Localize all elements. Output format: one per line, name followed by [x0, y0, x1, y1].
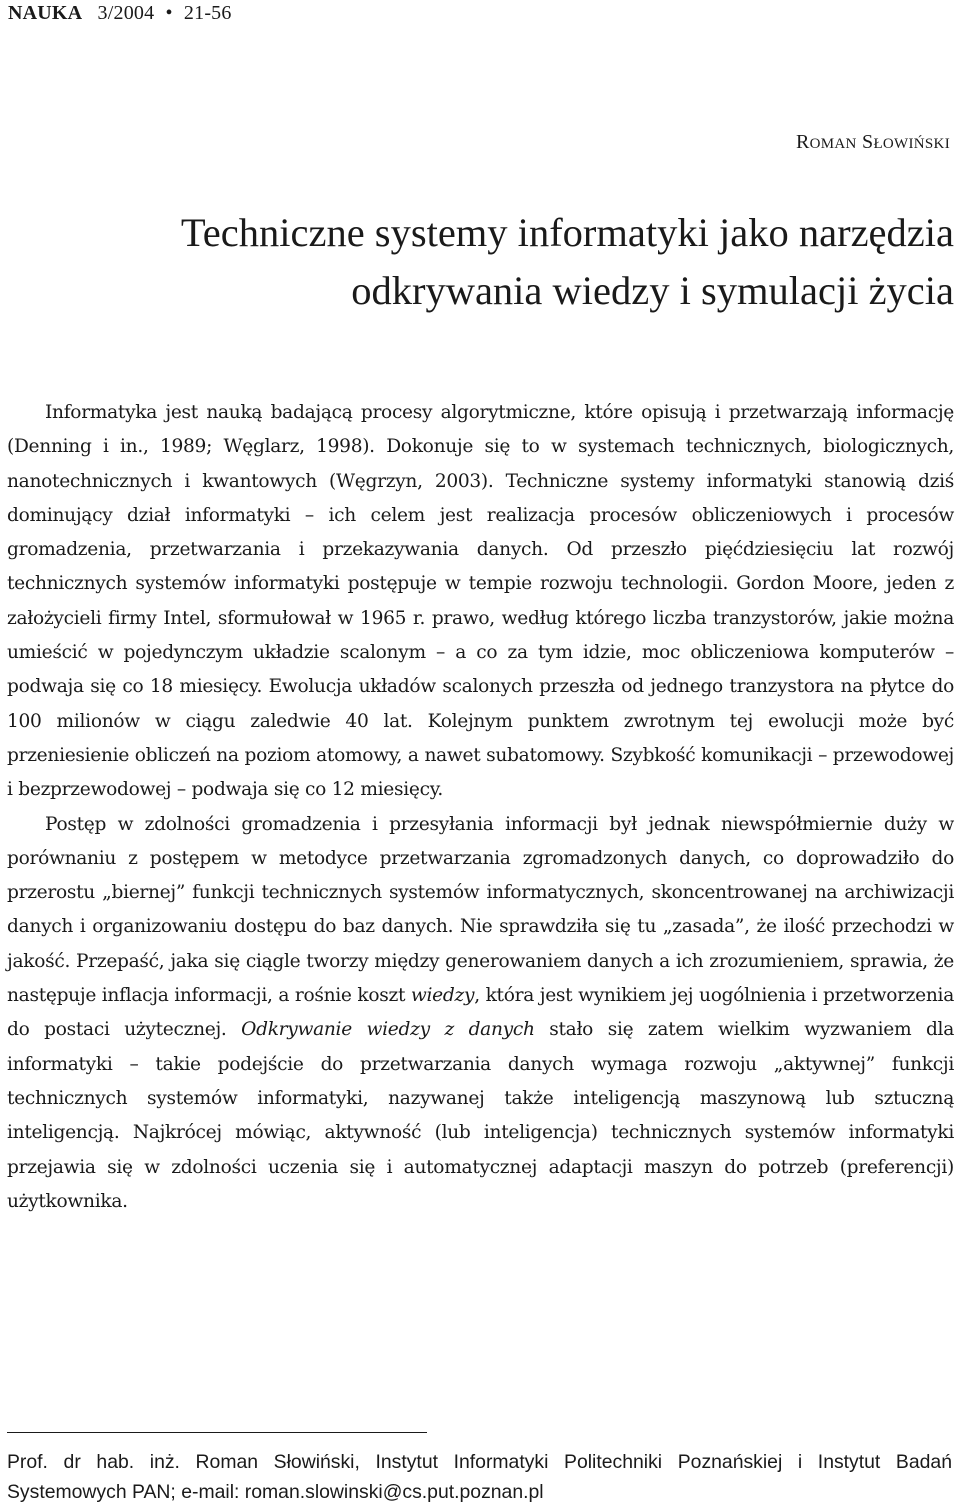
- paragraph-2-part-c: stało się zatem wielkim wyzwaniem dla informatyki – takie podejście do przetwarzania danych wymaga rozwoju „aktywnej” funkcji technicznych systemów informatyki, nazywanej także inteligencją maszynową lub sztuczną inteligencją. Najkrócej mówiąc, aktywność (lub inteligencja) technicznych systemów informatyki przejawia się w zdolności uczenia się i automatycznej adaptacji maszyn do potrzeb (preferencji) użytkownika.: [7, 1019, 954, 1212]
- paragraph-2-part-b: , która jest wynikiem jej uogólnienia i przetworzenia do postaci użytecznej.: [7, 985, 954, 1041]
- article-body: [7, 396, 954, 1219]
- header-bullet: •: [165, 2, 173, 24]
- article-title: [14, 204, 954, 320]
- emphasis-odkrywanie-wiedzy: Odkrywanie wiedzy z danych: [241, 1019, 535, 1041]
- author-first-rest: OMAN: [809, 136, 857, 152]
- journal-name: NAUKA: [8, 2, 83, 24]
- paragraph-2: [7, 808, 954, 1220]
- author-footnote: Prof. dr hab. inż. Roman Słowiński, Instytut Informatyki Politechniki Poznańskiej i Instytut Badań Systemowych PAN; e-mail: roman.slowinski@cs.put.poznan.pl: [7, 1451, 952, 1503]
- author-name: [796, 131, 950, 154]
- author-initial-r: R: [796, 131, 810, 153]
- author-initial-s: S: [862, 131, 874, 153]
- footnote-divider: [7, 1432, 427, 1433]
- title-line-2: odkrywania wiedzy i symulacji życia: [351, 268, 954, 313]
- author-last-rest: ŁOWIŃSKI: [873, 136, 950, 152]
- emphasis-wiedzy: wiedzy: [410, 985, 475, 1007]
- paragraph-2-part-a: Postęp w zdolności gromadzenia i przesyłania informacji był jednak niewspółmiernie duży w porównaniu z postępem w metodyce przetwarzania zgromadzonych danych, co doprowadziło do przerostu „biernej” funkcji technicznych systemów informatycznych, skoncentrowanej na archiwizacji danych i organizowaniu dostępu do baz danych. Nie sprawdziła się tu „zasada”, że ilość przechodzi w jakość. Przepaść, jaka się ciągle tworzy między generowaniem danych a ich zrozumieniem, sprawia, że następuje inflacja informacji, a rośnie koszt: [7, 813, 954, 1007]
- page-range: 21-56: [183, 2, 232, 24]
- paragraph-1: Informatyka jest nauką badającą procesy algorytmiczne, które opisują i przetwarzają informację (Denning i in., 1989; Węglarz, 1998). Dokonuje się to w systemach technicznych, biologicznych, nanotechnicznych i kwantowych (Węgrzyn, 2003). Techniczne systemy informatyki stanowią dziś dominujący dział informatyki – ich celem jest realizacja procesów obliczeniowych i procesów gromadzenia, przetwarzania i przekazywania danych. Od przeszło pięćdziesięciu lat rozwój technicznych systemów informatyki postępuje w tempie rozwoju technologii. Gordon Moore, jeden z założycieli firmy Intel, sformułował w 1965 r. prawo, według którego liczba tranzystorów, jakie można umieścić w pojedynczym układzie scalonym – a co za tym idzie, moc obliczeniowa komputerów – podwaja się co 18 miesięcy. Ewolucja układów scalonych przeszła od jednego tranzystora na płytce do 100 milionów w ciągu zaledwie 40 lat. Kolejnym punktem zwrotnym tej ewolucji może być przeniesienie obliczeń na poziom atomowy, a nawet subatomowy. Szybkość komunikacji – przewodowej i bezprzewodowej – podwaja się co 12 miesięcy.: [7, 402, 954, 801]
- title-line-1: Techniczne systemy informatyki jako narzędzia: [180, 210, 954, 255]
- issue-number: 3/2004: [97, 2, 155, 24]
- running-header: [8, 2, 232, 25]
